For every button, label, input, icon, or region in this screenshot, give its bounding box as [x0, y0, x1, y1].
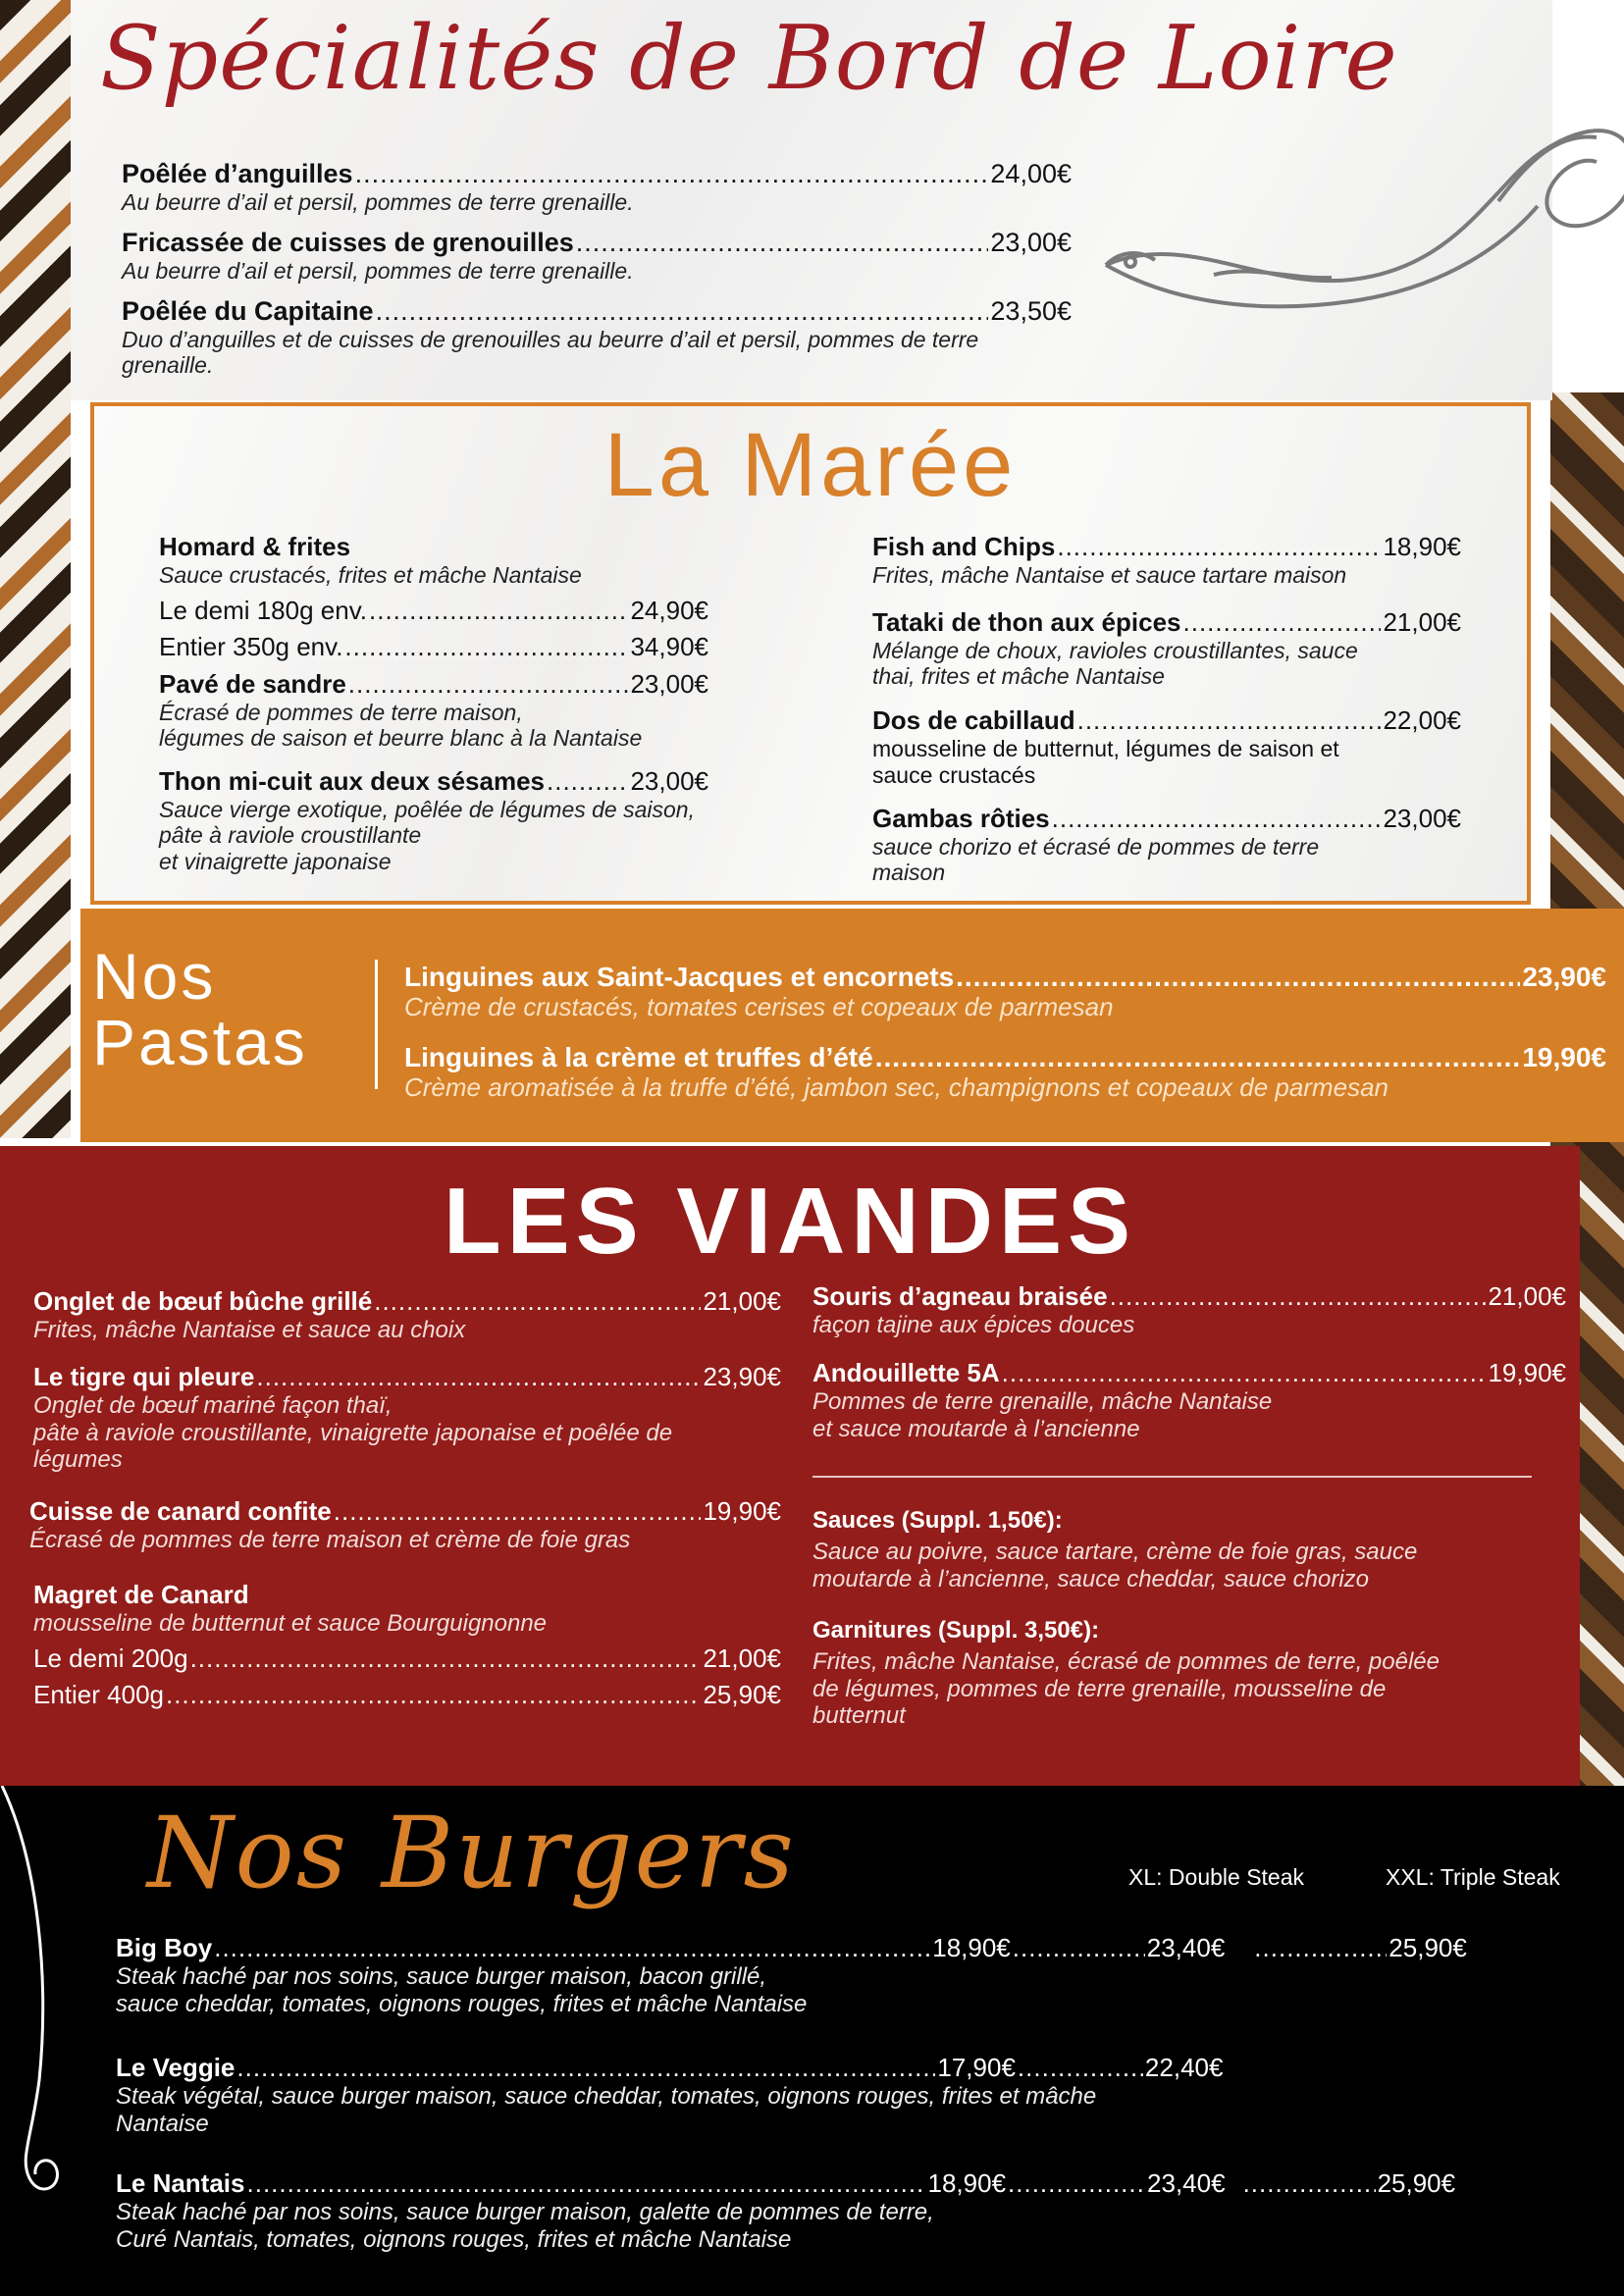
menu-item: [159, 669, 708, 752]
leader-dots: [247, 2168, 926, 2199]
section-title: LES VIANDES: [443, 1169, 1137, 1274]
section-title: [92, 940, 308, 1079]
item-price: 23,90€: [1522, 962, 1606, 992]
item-name: Homard & frites: [159, 532, 351, 561]
item-description: Au beurre d’ail et persil, pommes de terre grenaille.: [122, 258, 634, 284]
item-description: maison: [872, 860, 946, 886]
item-description: Écrasé de pommes de terre maison et crème de foie gras: [29, 1527, 631, 1553]
item-description: Steak haché par nos soins, sauce burger maison, bacon grillé,: [116, 1963, 767, 1990]
item-name: Big Boy: [116, 1933, 213, 1962]
garnitures-block: [812, 1617, 1566, 1730]
item-description: légumes: [33, 1446, 123, 1474]
menu-item: [122, 296, 1072, 379]
garnitures-description: de légumes, pommes de terre grenaille, mousseline de: [812, 1675, 1387, 1702]
item-name: Pavé de sandre: [159, 669, 346, 699]
item-name: Cuisse de canard confite: [29, 1496, 332, 1526]
menu-item: [116, 2053, 1529, 2137]
item-name: Dos de cabillaud: [872, 705, 1075, 735]
item-description: Frites, mâche Nantaise et sauce au choix: [33, 1317, 466, 1343]
menu-item: [159, 532, 708, 662]
item-description: Pommes de terre grenaille, mâche Nantaise: [812, 1388, 1273, 1415]
menu-item: [812, 1281, 1566, 1339]
menu-item: [33, 1286, 781, 1344]
menu-item: [116, 2168, 1529, 2253]
item-description: Sauce crustacés, frites et mâche Nantaise: [159, 562, 582, 588]
item-description: Sauce vierge exotique, poêlée de légumes de saison,: [159, 797, 695, 822]
section-title: Spécialités de Bord de Loire: [100, 7, 1398, 110]
item-price-xxl: 25,90€: [1388, 1933, 1467, 1962]
sauces-description: Sauce au poivre, sauce tartare, crème de foie gras, sauce: [812, 1539, 1418, 1565]
item-price-xl: 23,40€: [1146, 1933, 1226, 1962]
item-name: Tataki de thon aux épices: [872, 607, 1181, 637]
xxl-column-label: XXL: Triple Steak: [1386, 1864, 1560, 1890]
item-description: Écrasé de pommes de terre maison,: [159, 700, 523, 725]
leader-dots: [1002, 1358, 1487, 1388]
section-title: Nos Burgers: [147, 1796, 796, 1910]
leader-dots: [875, 1042, 1521, 1073]
menu-item: [122, 159, 1072, 215]
leader-dots: [256, 1362, 701, 1392]
leader-dots: [355, 159, 989, 189]
item-description: mousseline de butternut, légumes de saison et: [872, 736, 1339, 761]
garnitures-description: Frites, mâche Nantaise, écrasé de pommes de terre, poêlée: [812, 1648, 1440, 1675]
leader-dots: [1018, 2053, 1143, 2083]
item-name: Thon mi-cuit aux deux sésames: [159, 766, 546, 796]
leader-dots: [1057, 532, 1381, 562]
item-name: Linguines aux Saint-Jacques et encornets: [404, 962, 955, 992]
item-price: 19,90€: [703, 1496, 781, 1526]
item-description: Au beurre d’ail et persil, pommes de terre grenaille.: [122, 189, 634, 215]
item-description: Duo d’anguilles et de cuisses de grenouilles au beurre d’ail et persil, pommes de terre grenaille.: [122, 327, 979, 379]
leader-dots: [369, 596, 628, 626]
item-price: 23,00€: [1383, 804, 1461, 833]
item-description: Frites, mâche Nantaise et sauce tartare maison: [872, 562, 1347, 588]
section-title: La Marée: [603, 415, 1018, 515]
leader-dots: [190, 1644, 702, 1674]
item-name: Le Veggie: [116, 2053, 236, 2082]
item-name: Magret de Canard: [33, 1580, 249, 1609]
sauces-block: [812, 1507, 1566, 1592]
item-description: légumes de saison et beurre blanc à la Nantaise: [159, 725, 643, 752]
menu-item: [872, 705, 1461, 789]
menu-item: [33, 1362, 781, 1474]
item-price: 18,90€: [1383, 532, 1461, 561]
item-name: Gambas rôties: [872, 804, 1050, 833]
decorative-curve: [0, 1786, 79, 2218]
option-label: Le demi 200g: [33, 1643, 188, 1673]
leader-dots: [1008, 2168, 1145, 2199]
sauces-description: moutarde à l’ancienne, sauce cheddar, sauce chorizo: [812, 1565, 1370, 1592]
menu-item: [812, 1358, 1566, 1442]
menu-item: [404, 1042, 1606, 1103]
left-decorative-pattern: [0, 0, 71, 1138]
item-description: Steak haché par nos soins, sauce burger maison, galette de pommes de terre,: [116, 2199, 934, 2225]
item-name: Onglet de bœuf bûche grillé: [33, 1286, 373, 1316]
item-name: Poêlée d’anguilles: [122, 159, 353, 188]
leader-dots: [1013, 1933, 1145, 1963]
leader-dots: [576, 228, 989, 258]
item-description: Crème aromatisée à la truffe d’été, jambon sec, champignons et copeaux de parmesan: [404, 1072, 1388, 1102]
item-name: Souris d’agneau braisée: [812, 1281, 1108, 1311]
menu-item: [116, 1933, 1529, 2017]
item-price: 18,90€: [932, 1933, 1011, 1962]
item-price: 21,00€: [1488, 1281, 1566, 1311]
viandes-section: [0, 1146, 1580, 1786]
item-price: 19,90€: [1488, 1358, 1566, 1387]
item-price: 23,00€: [630, 669, 708, 699]
garnitures-title: Garnitures (Suppl. 3,50€):: [812, 1617, 1100, 1644]
divider: [812, 1476, 1532, 1478]
leader-dots: [1110, 1281, 1487, 1312]
leader-dots: [1077, 705, 1382, 736]
item-description: Crème de crustacés, tomates cerises et copeaux de parmesan: [404, 992, 1114, 1021]
option-price: 24,90€: [630, 596, 708, 626]
option-price: 34,90€: [630, 632, 708, 662]
item-price: 23,50€: [990, 296, 1072, 326]
leader-dots: [374, 1286, 701, 1317]
item-price: 22,00€: [1383, 705, 1461, 735]
item-price-xxl: 25,90€: [1377, 2168, 1456, 2198]
leader-dots: [214, 1933, 930, 1963]
item-description: Steak végétal, sauce burger maison, sauce cheddar, tomates, oignons rouges, frites et mâche: [116, 2083, 1097, 2110]
item-description: et sauce moutarde à l’ancienne: [812, 1415, 1140, 1442]
leader-dots: [348, 669, 629, 700]
item-name: Linguines à la crème et truffes d’été: [404, 1042, 873, 1072]
item-name: Poêlée du Capitaine: [122, 296, 374, 326]
divider: [375, 960, 378, 1089]
item-name: Andouillette 5A: [812, 1358, 1000, 1387]
sauces-title: Sauces (Suppl. 1,50€):: [812, 1507, 1063, 1534]
item-description: et vinaigrette japonaise: [159, 848, 392, 874]
menu-item: [404, 962, 1606, 1022]
menu-item: [872, 532, 1461, 588]
item-price: 18,90€: [927, 2168, 1007, 2198]
menu-item: [872, 804, 1461, 886]
menu-item: [872, 607, 1461, 690]
item-price: 19,90€: [1522, 1042, 1606, 1072]
item-description: sauce crustacés: [872, 762, 1036, 788]
menu-item: [159, 766, 708, 874]
item-description: thai, frites et mâche Nantaise: [872, 663, 1165, 690]
item-price: 17,90€: [937, 2053, 1016, 2082]
item-price: 23,00€: [630, 766, 708, 796]
section-title-line: Nos: [92, 940, 217, 1013]
item-price-xl: 22,40€: [1144, 2053, 1224, 2082]
item-description: sauce chorizo et écrasé de pommes de terre: [872, 834, 1320, 860]
item-price: 21,00€: [1383, 607, 1461, 637]
leader-dots: [334, 1496, 702, 1527]
item-price-xl: 23,40€: [1147, 2168, 1226, 2198]
leader-dots: [166, 1680, 701, 1710]
item-description: mousseline de butternut et sauce Bourguignonne: [33, 1610, 548, 1637]
menu-item: [29, 1496, 781, 1554]
section-title-line: Pastas: [92, 1006, 308, 1079]
item-description: façon tajine aux épices douces: [812, 1312, 1135, 1338]
item-description: sauce cheddar, tomates, oignons rouges, frites et mâche Nantaise: [116, 1990, 808, 2017]
leader-dots: [547, 766, 628, 797]
item-name: Le tigre qui pleure: [33, 1362, 255, 1391]
item-description: Curé Nantais, tomates, oignons rouges, frites et mâche Nantaise: [116, 2225, 792, 2253]
item-name: Fricassée de cuisses de grenouilles: [122, 228, 574, 257]
leader-dots: [236, 2053, 935, 2083]
leader-dots: [1254, 1933, 1387, 1963]
item-price: 21,00€: [703, 1286, 781, 1316]
item-description: pâte à raviole croustillante, vinaigrette japonaise et poêlée de: [33, 1419, 673, 1446]
leader-dots: [1183, 607, 1382, 638]
item-price: 24,00€: [990, 159, 1072, 188]
leader-dots: [1052, 804, 1382, 834]
bord-de-loire-section: [71, 0, 1552, 400]
eel-icon: [1096, 93, 1624, 339]
item-description: pâte à raviole croustillante: [159, 822, 422, 849]
xl-column-label: XL: Double Steak: [1128, 1864, 1305, 1890]
leader-dots: [1243, 2168, 1376, 2199]
option-label: Entier 350g env.: [159, 632, 343, 662]
menu-item: [33, 1580, 781, 1710]
item-price: 23,90€: [703, 1362, 781, 1391]
option-label: Entier 400g: [33, 1679, 164, 1709]
burgers-section: [0, 1786, 1624, 2296]
option-price: 21,00€: [703, 1643, 781, 1673]
item-price: 23,00€: [990, 228, 1072, 257]
leader-dots: [344, 632, 628, 662]
pastas-section: [80, 909, 1624, 1142]
item-description: Mélange de choux, ravioles croustillantes, sauce: [872, 638, 1358, 663]
leader-dots: [956, 962, 1520, 993]
item-description: Onglet de bœuf mariné façon thaï,: [33, 1392, 393, 1419]
menu-item: [122, 228, 1072, 284]
item-description: Nantaise: [116, 2110, 209, 2137]
option-price: 25,90€: [703, 1679, 781, 1709]
option-label: Le demi 180g env.: [159, 596, 367, 626]
item-name: Le Nantais: [116, 2168, 245, 2198]
item-name: Fish and Chips: [872, 532, 1056, 561]
leader-dots: [376, 296, 989, 327]
la-maree-section: [90, 402, 1531, 905]
garnitures-description: butternut: [812, 1702, 906, 1730]
